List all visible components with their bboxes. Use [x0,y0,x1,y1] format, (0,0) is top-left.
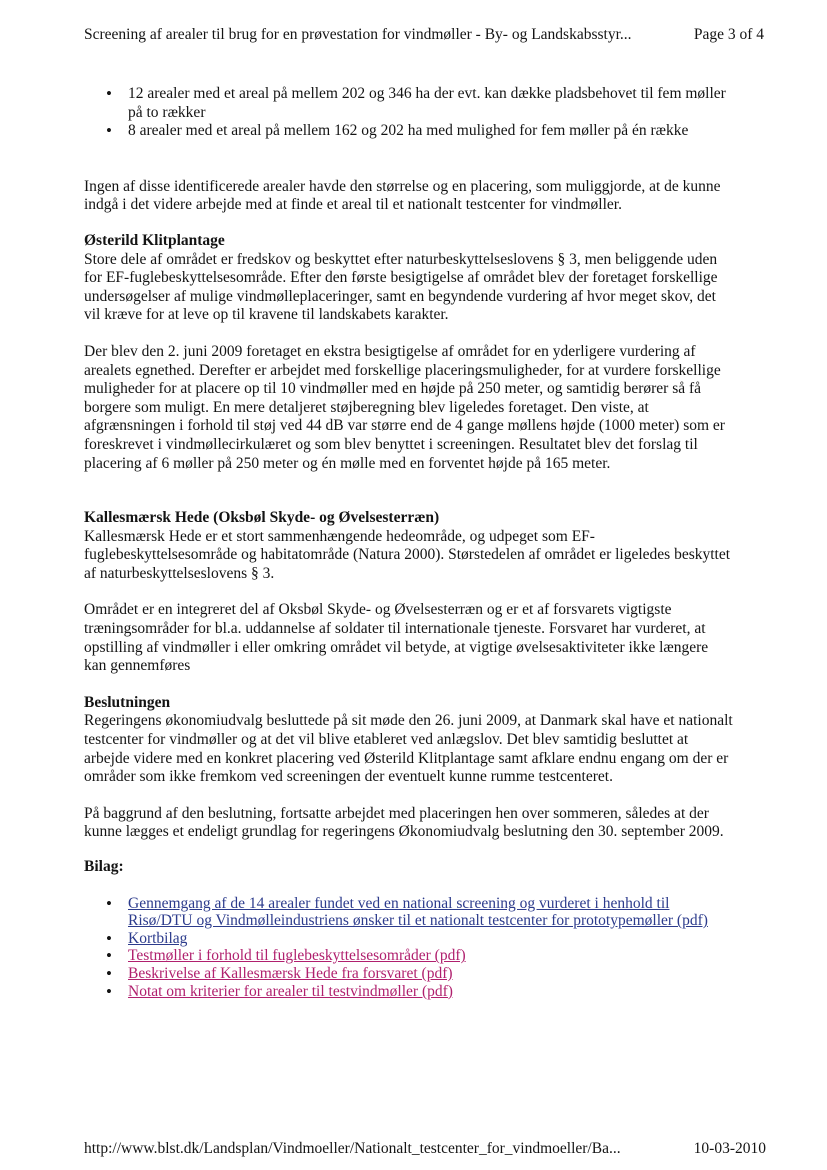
list-item [128,895,734,930]
list-item [128,930,734,948]
link-gennemgang-14-arealer[interactable]: Gennemgang af de 14 arealer fundet ved en national screening og vurderet i henhold til Risø/DTU og Vindmølleindustriens ønsker til et nationalt testcenter for prototypemøller (pdf) [128,894,708,930]
link-notat-kriterier[interactable]: Notat om kriterier for arealer til testvindmøller (pdf) [128,982,453,1000]
area-bullet-list [84,85,734,141]
intro-paragraph: Ingen af disse identificerede arealer havde den størrelse og en placering, som muliggjorde, at de kunne indgå i det videre arbejde med at finde et areal til et nationalt testcenter for vindmøller. [84,177,721,214]
page-header [84,26,764,44]
footer-url: http://www.blst.dk/Landsplan/Vindmoeller/Nationalt_testcenter_for_vindmoeller/Ba... [84,1140,621,1157]
beslutningen-heading: Beslutningen [84,693,171,711]
link-kortbilag[interactable]: Kortbilag [128,929,188,947]
osterild-heading: Østerild Klitplantage [84,231,225,249]
link-beskrivelse-kallesmaersk[interactable]: Beskrivelse af Kallesmærsk Hede fra forsvaret (pdf) [128,964,453,982]
bilag-link-list [84,895,734,1001]
kallesmaersk-paragraph-1: Kallesmærsk Hede er et stort sammenhængende hedeområde, og udpeget som EF-fuglebeskyttelsesområde og habitatområde (Natura 2000). Størstedelen af området er ligeledes beskyttet af naturbeskyttelseslovens § 3. [84,527,731,582]
header-title: Screening af arealer til brug for en prøvestation for vindmøller - By- og Landskabsstyr... [84,26,632,43]
beslutningen-paragraph-1: Regeringens økonomiudvalg besluttede på sit møde den 26. juni 2009, at Danmark skal have et nationalt testcenter for vindmøller og at det vil blive etableret ved anlægslov. Det blev samtidig besluttet at arbejde videre med en konkret placering ved Østerild Klitplantage samt afklare endnu engang om der er områder som ikke fremkom ved screeningen der eventuelt kunne rumme testcenteret. [84,712,733,786]
kallesmaersk-paragraph-2: Området er en integreret del af Oksbøl Skyde- og Øvelsesterræn og er et af forsvarets vigtigste træningsområder for bl.a. uddannelse af soldater til internationale tjeneste. Forsvaret har vurderet, at opstilling af vindmøller i eller omkring området vil betyde, at vigtige øvelsesaktiviteter ikke længere kan gennemføres [84,601,709,675]
bilag-heading: Bilag: [84,858,124,875]
list-item [128,965,734,983]
beslutningen-paragraph-2: På baggrund af den beslutning, fortsatte arbejdet med placeringen hen over sommeren, således at der kunne lægges et endeligt grundlag for regeringens Økonomiudvalg beslutning den 30. september 2009. [84,804,724,841]
kallesmaersk-heading: Kallesmærsk Hede (Oksbøl Skyde- og Øvelsesterræn) [84,509,440,527]
list-item [128,983,734,1001]
list-item: • 8 arealer med et areal på mellem 162 og 202 ha med mulighed for fem møller på én række [128,122,734,141]
footer-date: 10-03-2010 [693,1140,766,1157]
link-testmoller-fuglebeskyttelse[interactable]: Testmøller i forhold til fuglebeskyttelsesområder (pdf) [128,947,466,965]
main-content [84,85,734,1000]
osterild-paragraph-1: Store dele af området er fredskov og beskyttet efter naturbeskyttelseslovens § 3, men beliggende uden for EF-fuglebeskyttelsesområde. Efter den første besigtigelse af området blev der foretaget forskellige undersøgelser af mulige vindmølleplaceringer, samt en begyndende vurdering af hvor meget skov, det vil kræve for at leve op til kravene til landskabets karakter. [84,250,718,324]
header-page-number: Page 3 of 4 [693,26,764,43]
page-footer [84,1140,766,1158]
list-item: • 12 arealer med et areal på mellem 202 og 346 ha der evt. kan dække pladsbehovet til fem møller på to rækker [128,85,734,122]
list-item [128,947,734,965]
osterild-paragraph-2: Der blev den 2. juni 2009 foretaget en ekstra besigtigelse af området for en yderligere vurdering af arealets egnethed. Derefter er arbejdet med forskellige placeringsmuligheder, for at vurdere forskellige muligheder for at placere op til 10 vindmøller med en højde på 250 meter, og samtidig berører så få borgere som muligt. En mere detaljeret støjberegning blev ligeledes foretaget. Den viste, at afgrænsningen i forhold til støj ved 44 dB var større end de 4 gange møllens højde (1000 meter) som er foreskrevet i vindmøllecirkulæret og som blev benyttet i screeningen. Resultatet blev det forslag til placering af 6 møller på 250 meter og én mølle med en forventet højde på 165 meter. [84,342,725,472]
